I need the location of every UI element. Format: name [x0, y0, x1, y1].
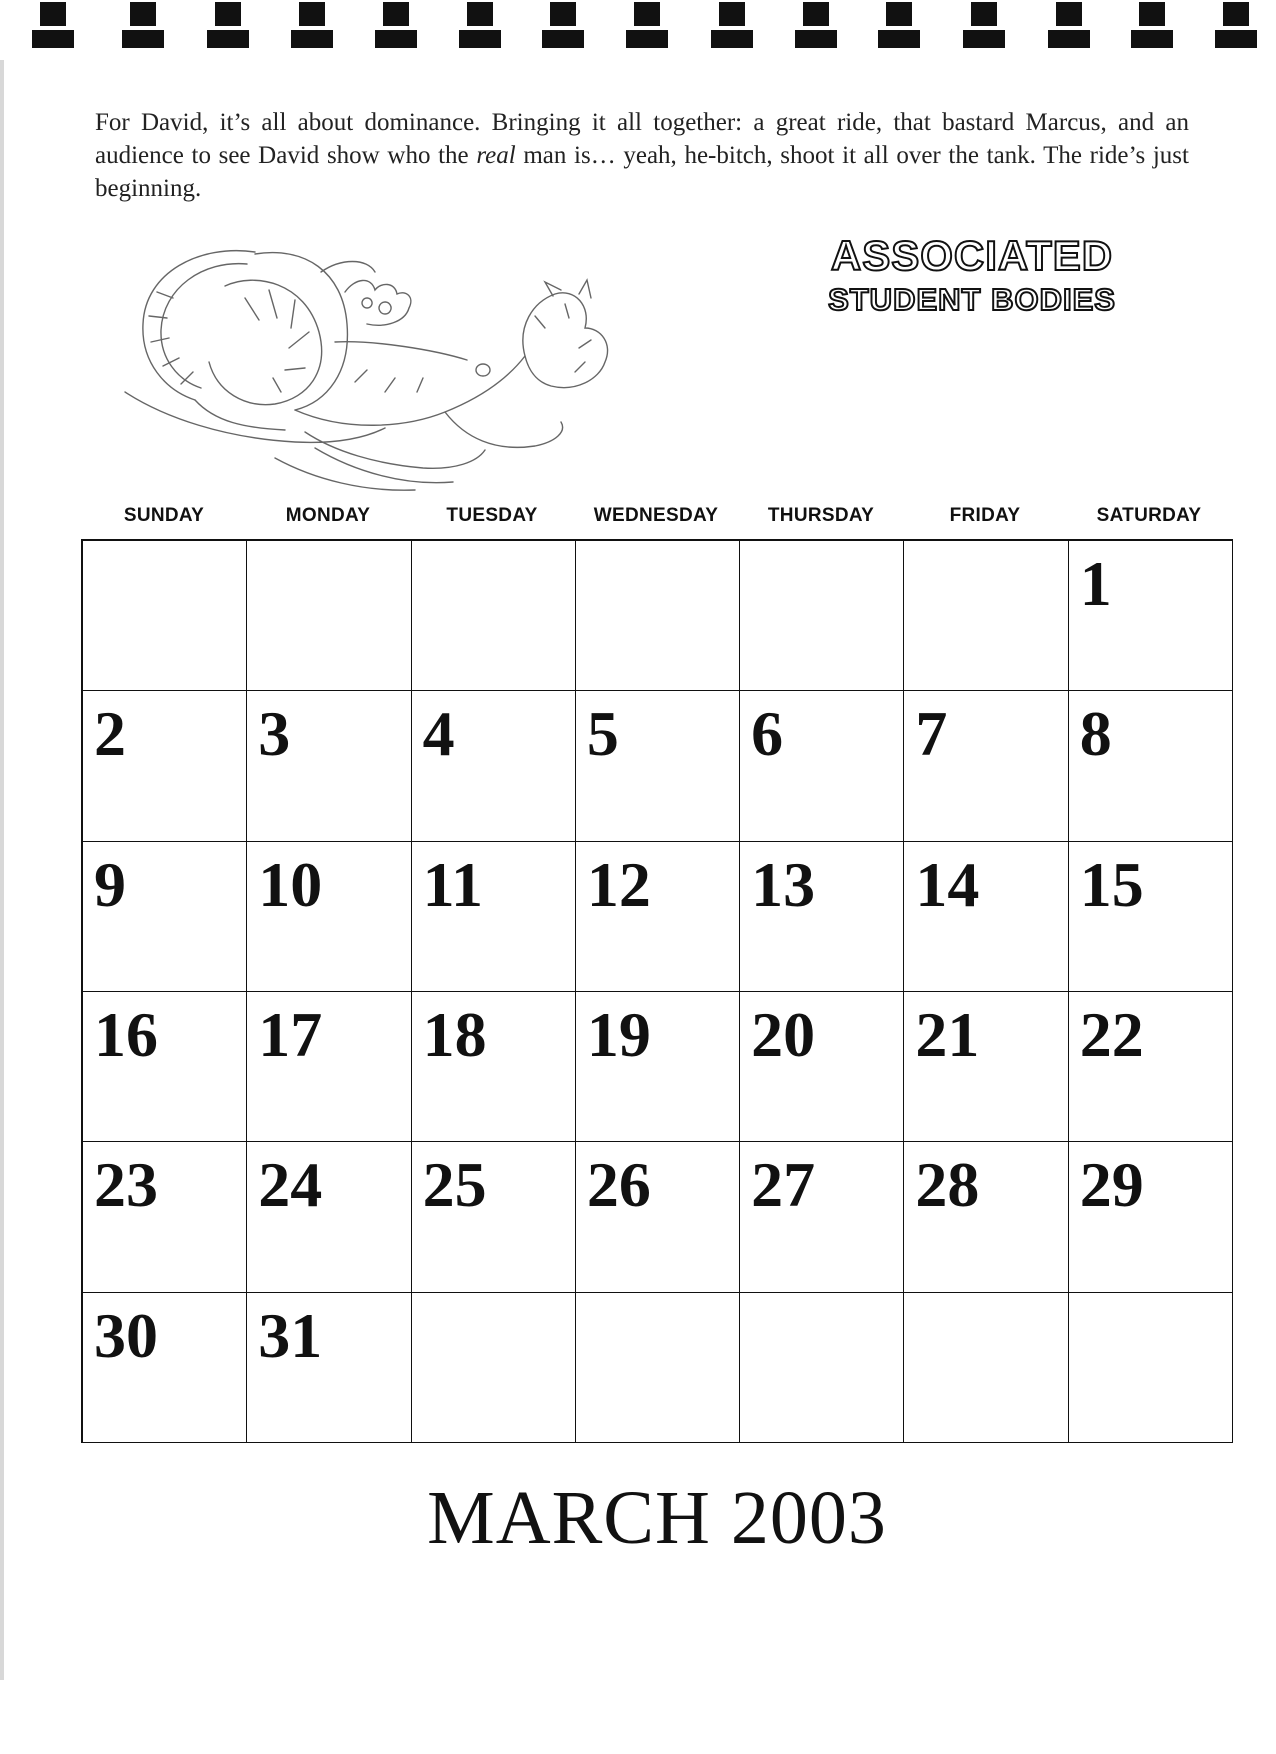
day-number: 26 [586, 1149, 651, 1221]
spiral-binding [0, 0, 1276, 62]
day-cell [740, 541, 904, 691]
day-cell [576, 691, 740, 841]
day-cell [247, 842, 411, 992]
day-number: 3 [258, 698, 291, 770]
day-cell [576, 992, 740, 1142]
intro-text-emphasis: real [476, 142, 516, 169]
day-number: 20 [751, 998, 816, 1070]
day-number: 28 [915, 1149, 980, 1221]
day-cell [576, 1142, 740, 1292]
day-cell [412, 842, 576, 992]
day-cell [1069, 992, 1233, 1142]
day-cell [740, 691, 904, 841]
day-number: 8 [1079, 698, 1112, 770]
day-cell [740, 992, 904, 1142]
day-number: 6 [751, 698, 784, 770]
day-number: 7 [915, 698, 948, 770]
day-number: 14 [915, 848, 980, 920]
day-cell [904, 842, 1068, 992]
day-cell [247, 541, 411, 691]
day-cell [904, 691, 1068, 841]
day-number: 1 [1079, 548, 1112, 619]
day-number: 4 [422, 698, 455, 770]
day-cell [904, 992, 1068, 1142]
day-cell [1069, 541, 1233, 691]
weekday-saturday: SATURDAY [1096, 505, 1202, 526]
weekday-header-row [82, 505, 1276, 535]
day-number: 9 [94, 848, 126, 920]
day-number: 13 [751, 848, 816, 920]
weekday-tuesday: TUESDAY [446, 505, 538, 526]
day-number: 21 [915, 998, 980, 1070]
day-number: 19 [586, 998, 651, 1070]
weekday-wednesday: WEDNESDAY [593, 505, 719, 526]
associated-student-bodies-logo [780, 228, 1164, 320]
day-cell [904, 541, 1068, 691]
day-cell [576, 1293, 740, 1443]
intro-text-part2: man is… yeah, he-bitch, shoot it all over the tank. The ride’s just beginning. [95, 142, 1189, 202]
day-cell [412, 1293, 576, 1443]
intro-text [95, 106, 1189, 205]
weekday-thursday: THURSDAY [767, 505, 875, 526]
day-number: 10 [258, 848, 323, 920]
day-cell [83, 842, 247, 992]
day-cell [576, 842, 740, 992]
day-number: 24 [258, 1149, 323, 1221]
day-number: 22 [1079, 998, 1144, 1070]
day-cell [83, 992, 247, 1142]
day-cell [247, 992, 411, 1142]
day-cell [247, 1142, 411, 1292]
day-cell [83, 541, 247, 691]
day-cell [904, 1293, 1068, 1443]
day-number: 23 [94, 1149, 158, 1221]
day-cell [247, 691, 411, 841]
day-cell [412, 541, 576, 691]
day-number: 11 [422, 848, 484, 920]
day-cell [1069, 691, 1233, 841]
day-number: 18 [422, 998, 487, 1070]
weekday-monday: MONDAY [285, 505, 371, 526]
weekday-friday: FRIDAY [949, 505, 1021, 526]
day-cell [740, 842, 904, 992]
day-number: 2 [94, 698, 126, 770]
day-number: 5 [586, 698, 619, 770]
day-cell [740, 1293, 904, 1443]
logo-line1: ASSOCIATED [830, 232, 1114, 279]
calendar-grid [81, 539, 1233, 1443]
day-number: 25 [422, 1149, 487, 1221]
day-cell [83, 691, 247, 841]
day-cell [412, 992, 576, 1142]
day-cell [83, 1142, 247, 1292]
month-title: MARCH 2003 [427, 1476, 887, 1560]
day-number: 16 [94, 998, 158, 1070]
logo-line2: STUDENT BODIES [828, 282, 1116, 317]
day-cell [740, 1142, 904, 1292]
day-number: 27 [751, 1149, 816, 1221]
intro-text-part1: For David, it’s all about dominance. Bringing it all together: a great ride, that bastard Marcus, and an audience to see David show who the [95, 109, 1189, 169]
day-cell [412, 691, 576, 841]
day-cell [904, 1142, 1068, 1292]
weekday-sunday: SUNDAY [123, 505, 205, 526]
day-cell [412, 1142, 576, 1292]
day-cell [83, 1293, 247, 1443]
day-number: 31 [258, 1299, 323, 1371]
day-number: 17 [258, 998, 323, 1070]
day-number: 12 [586, 848, 651, 920]
page-edge [0, 60, 4, 1680]
day-number: 15 [1079, 848, 1144, 920]
day-cell [1069, 1293, 1233, 1443]
tiger-sketch-illustration [105, 232, 665, 504]
day-cell [1069, 1142, 1233, 1292]
day-number: 29 [1079, 1149, 1144, 1221]
day-cell [1069, 842, 1233, 992]
day-cell [576, 541, 740, 691]
day-number: 30 [94, 1299, 158, 1371]
day-cell [247, 1293, 411, 1443]
